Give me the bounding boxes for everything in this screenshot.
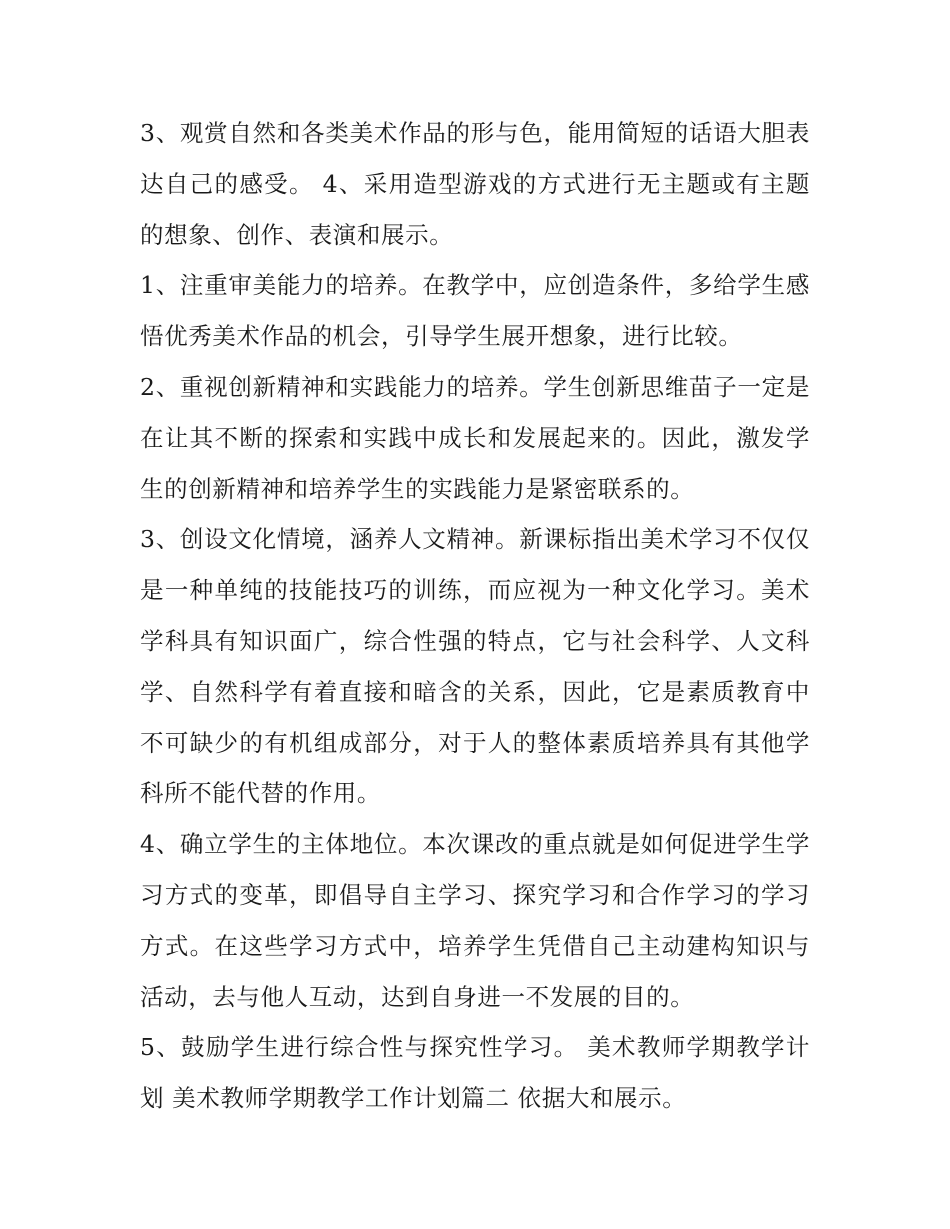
paragraph-observe-art: 3、观赏自然和各类美术作品的形与色，能用简短的话语大胆表达自己的感受。 4、采用造型游戏的方式进行无主题或有主题的想象、创作、表演和展示。	[140, 119, 810, 249]
paragraph-aesthetic-ability: 1、注重审美能力的培养。在教学中，应创造条件，多给学生感悟优秀美术作品的机会，引导学生展开想象，进行比较。	[140, 271, 810, 351]
paragraph-comprehensive-learning: 5、鼓励学生进行综合性与探究性学习。 美术教师学期教学计划 美术教师学期教学工作计划篇二 依据大和展示。	[140, 1033, 810, 1113]
document-page	[140, 108, 810, 1124]
paragraph-student-subject: 4、确立学生的主体地位。本次课改的重点就是如何促进学生学习方式的变革，即倡导自主学习、探究学习和合作学习的学习方式。在这些学习方式中，培养学生凭借自己主动建构知识与活动，去与他人互动，达到自身进一不发展的目的。	[140, 830, 810, 1011]
paragraph-cultural-context: 3、创设文化情境，涵养人文精神。新课标指出美术学习不仅仅是一种单纯的技能技巧的训练，而应视为一种文化学习。美术学科具有知识面广，综合性强的特点，它与社会科学、人文科学、自然科学有着直接和暗含的关系，因此，它是素质教育中不可缺少的有机组成部分，对于人的整体素质培养具有其他学科所不能代替的作用。	[140, 525, 810, 808]
paragraph-innovation-practice: 2、重视创新精神和实践能力的培养。学生创新思维苗子一定是在让其不断的探索和实践中成长和发展起来的。因此，激发学生的创新精神和培养学生的实践能力是紧密联系的。	[140, 372, 810, 503]
